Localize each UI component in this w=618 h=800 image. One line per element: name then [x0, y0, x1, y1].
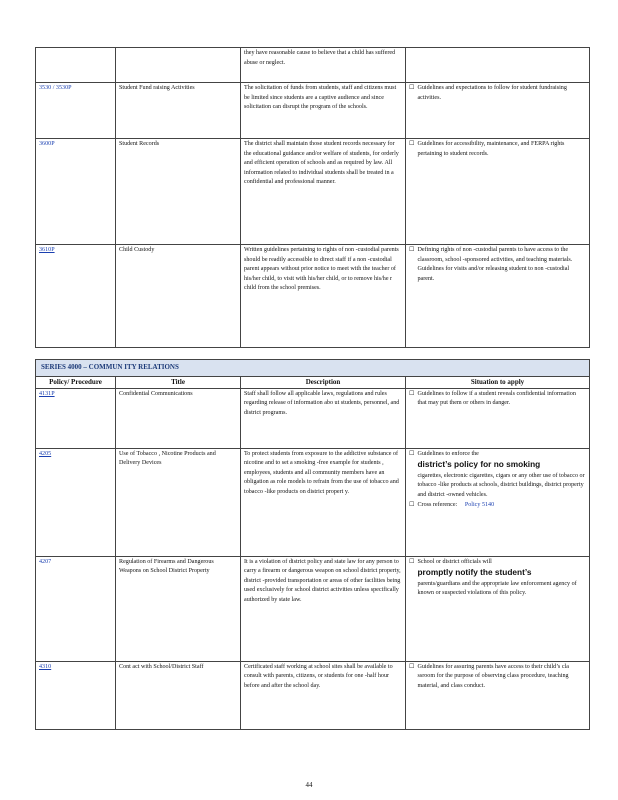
situation-cell: [406, 48, 590, 83]
table-row: [36, 448, 590, 556]
page-number: 44: [305, 781, 313, 789]
title-cell: Student Fund raising Activities: [116, 83, 241, 139]
list-item: ☐ Guidelines for assuring parents have access to their child’s cla ssroom for the purpose of observing class procedure, teaching material, and class conduct.: [409, 663, 586, 692]
description-cell: Certificated staff working at school sites shall be available to consult with parents, citizens, or students for one -half hour before and after the school day.: [241, 661, 406, 729]
title-cell: Cont act with School/District Staff: [116, 661, 241, 729]
situation-cell: [406, 388, 590, 448]
situation-cell: [406, 245, 590, 348]
list-item: ☐ Guidelines to enforce the district’s policy for no smoking cigarettes, electronic cigarettes, cigars or any other use of tobacco or tobacco -like products at schools, district buildings, district property and district -owned vehicles.: [409, 450, 586, 501]
table-row: [36, 388, 590, 448]
list-item: ☐ School or district officials will promptly notify the student’s parents/guardians and the appropriate law enforcement agency of known or suspected violations of this policy.: [409, 558, 586, 599]
list-item: ☐ Cross reference: Policy 5140: [409, 501, 586, 511]
policy-table-series-4000: [35, 359, 590, 730]
emphasis-text: district’s policy for no smoking: [417, 459, 541, 470]
description-cell: Written guidelines pertaining to rights of non -custodial parents should be readily accessible to direct staff if a non -custodial parent appears without prior notice to meet with the teacher of his/her child, to visit with his/her child, or to remove his/he r child from the school premises.: [241, 245, 406, 348]
section-header: [36, 360, 590, 377]
checkbox-bullet-icon: ☐: [409, 501, 415, 508]
emphasis-text: promptly notify the student’s: [417, 567, 532, 578]
title-cell: Use of Tobacco , Nicotine Products and Delivery Devices: [116, 448, 241, 556]
table-row: [36, 556, 590, 661]
list-item: ☐ Guidelines for accessibility, maintenance, and FERPA rights pertaining to student records.: [409, 140, 586, 159]
situation-cell: [406, 556, 590, 661]
policy-link[interactable]: 4310: [36, 661, 116, 729]
situation-cell: [406, 139, 590, 245]
description-cell: Staff shall follow all applicable laws, regulations and rules regarding release of information abo ut students, personnel, and district programs.: [241, 388, 406, 448]
policy-link[interactable]: 3600P: [36, 139, 116, 245]
section-title: SERIES 4000 – COMMUN ITY RELATIONS: [36, 360, 590, 377]
checkbox-bullet-icon: ☐: [409, 247, 415, 253]
description-cell: they have reasonable cause to believe that a child has suffered abuse or neglect.: [241, 48, 406, 83]
description-cell: The district shall maintain those student records necessary for the educational guidance and/or welfare of students, for orderly and efficient operation of schools and as required by law. All information related to individual students shall be treated in a confidential and professional manner.: [241, 139, 406, 245]
column-header-row: [36, 376, 590, 388]
table-row: [36, 139, 590, 245]
table-row: [36, 48, 590, 83]
list-item: ☐ Defining rights of non -custodial parents to have access to the classroom, school -sponsored activities, and teaching materials. Guidelines for visits and/or releasing student to non -custodial parent.: [409, 246, 586, 284]
checkbox-bullet-icon: ☐: [409, 558, 415, 565]
checkbox-bullet-icon: ☐: [409, 390, 415, 397]
situation-cell: [406, 448, 590, 556]
checkbox-bullet-icon: ☐: [409, 141, 415, 147]
title-cell: Regulation of Firearms and Dangerous Weapons on School District Property: [116, 556, 241, 661]
table-row: [36, 661, 590, 729]
table-row: [36, 245, 590, 348]
column-header-situation: Situation to apply: [406, 376, 590, 388]
description-cell: To protect students from exposure to the addictive substance of nicotine and to set a smoking -free example for students , employees, students and all community members have an obligation as role models to refrain from the use of tobacco and tobacco -like products on district propert y.: [241, 448, 406, 556]
policy-link[interactable]: 4205: [36, 448, 116, 556]
list-item: ☐ Guidelines to follow if a student reveals confidential information that may put them or others in danger.: [409, 390, 586, 409]
description-cell: The solicitation of funds from students, staff and citizens must be limited since students are a captive audience and since solicitation can disrupt the program of the schools.: [241, 83, 406, 139]
checkbox-bullet-icon: ☐: [409, 450, 415, 457]
title-cell: Child Custody: [116, 245, 241, 348]
column-header-policy: Policy/ Procedure: [36, 376, 116, 388]
policy-cell: [36, 48, 116, 83]
situation-cell: [406, 83, 590, 139]
column-header-description: Description: [241, 376, 406, 388]
title-cell: Student Records: [116, 139, 241, 245]
policy-table-series-3000: [35, 47, 590, 348]
situation-cell: [406, 661, 590, 729]
title-cell: Confidential Communications: [116, 388, 241, 448]
checkbox-bullet-icon: ☐: [409, 85, 415, 91]
checkbox-bullet-icon: ☐: [409, 663, 415, 670]
table-row: [36, 83, 590, 139]
description-cell: It is a violation of district policy and state law for any person to carry a firearm or dangerous weapon on school district property, district -provided transportation or areas of other facilities being used exclusively for school district activities unless specifically authorized by state law.: [241, 556, 406, 661]
policy-link[interactable]: 3610P: [36, 245, 116, 348]
policy-link[interactable]: 3530 / 3530P: [36, 83, 116, 139]
title-cell: [116, 48, 241, 83]
column-header-title: Title: [116, 376, 241, 388]
policy-link[interactable]: 4207: [36, 556, 116, 661]
list-item: ☐ Guidelines and expectations to follow for student fundraising activities.: [409, 84, 586, 103]
policy-link[interactable]: 4131P: [36, 388, 116, 448]
cross-reference-link[interactable]: Policy 5140: [464, 501, 495, 508]
